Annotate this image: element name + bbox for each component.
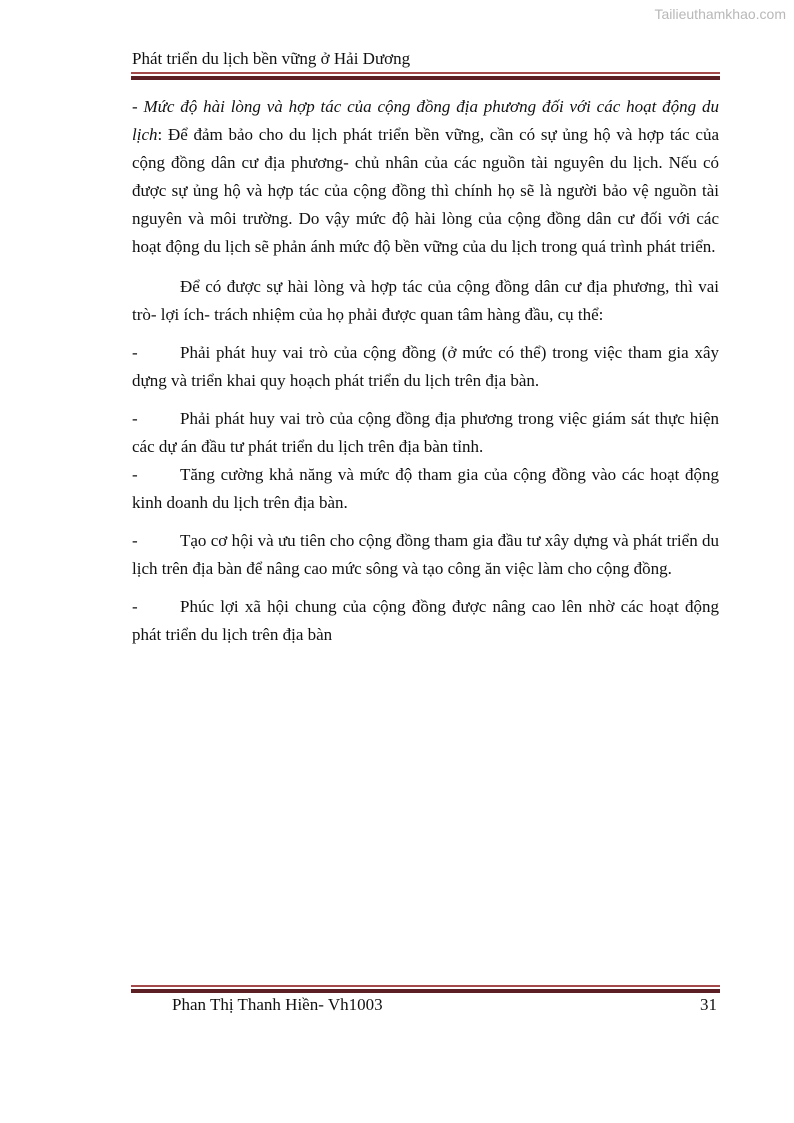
list-item-text: Phải phát huy vai trò của cộng đồng địa phương trong việc giám sát thực hiện các dự án đầu tư phát triển du lịch trên địa bàn tỉnh. [132,409,719,456]
list-item-dash: - [132,531,138,550]
footer-rule [131,985,720,993]
list-item-text: Phúc lợi xã hội chung của cộng đồng được nâng cao lên nhờ các hoạt động phát triển du lịch trên địa bàn [132,597,719,644]
list-item-dash: - [132,597,138,616]
header-rule [131,72,720,80]
watermark: Tailieuthamkhao.com [654,6,786,22]
list-item [132,461,719,517]
list-item [132,593,719,649]
list-item [132,405,719,461]
paragraph-satisfaction [132,93,719,261]
document-body [132,93,719,659]
paragraph-italic-heading: Mức độ hài lòng và hợp tác của cộng đồng địa phương đối với các hoạt động du lịch [132,97,719,144]
list-item-text: Tạo cơ hội và ưu tiên cho cộng đồng tham gia đầu tư xây dựng và phát triển du lịch trên địa bàn để nâng cao mức sông và tạo công ăn việc làm cho cộng đồng. [132,531,719,578]
footer-author: Phan Thị Thanh Hiền- Vh1003 [172,995,383,1014]
list-item-text: Tăng cường khả năng và mức độ tham gia của cộng đồng vào các hoạt động kinh doanh du lịch trên địa bàn. [132,465,719,512]
list-item-dash: - [132,343,138,362]
paragraph-intro: Để có được sự hài lòng và hợp tác của cộng đồng dân cư địa phương, thì vai trò- lợi ích- trách nhiệm của họ phải được quan tâm hàng đầu, cụ thể: [132,277,719,324]
list-item-dash: - [132,465,138,484]
paragraph-text: : Để đảm bảo cho du lịch phát triển bền vững, cần có sự ủng hộ và hợp tác của cộng đồng dân cư địa phương- chủ nhân của các nguồn tài nguyên du lịch. Nếu có được sự ủng hộ và hợp tác của cộng đồng thì chính họ sẽ là người bảo vệ nguồn tài nguyên và môi trường. Do vậy mức độ hài lòng của cộng đồng dân cư đối với các hoạt động du lịch sẽ phản ánh mức độ bền vững của du lịch trong quá trình phát triển. [132,125,719,256]
list-item-dash: - [132,409,138,428]
list-item-text: Phải phát huy vai trò của cộng đồng (ở mức có thể) trong việc tham gia xây dựng và triển khai quy hoạch phát triển du lịch trên địa bàn. [132,343,719,390]
paragraph-dash: - [132,97,144,116]
page-header-title: Phát triển du lịch bền vững ở Hải Dương [132,49,411,68]
list-item [132,339,719,395]
page-number: 31 [700,995,717,1014]
list-item [132,527,719,583]
